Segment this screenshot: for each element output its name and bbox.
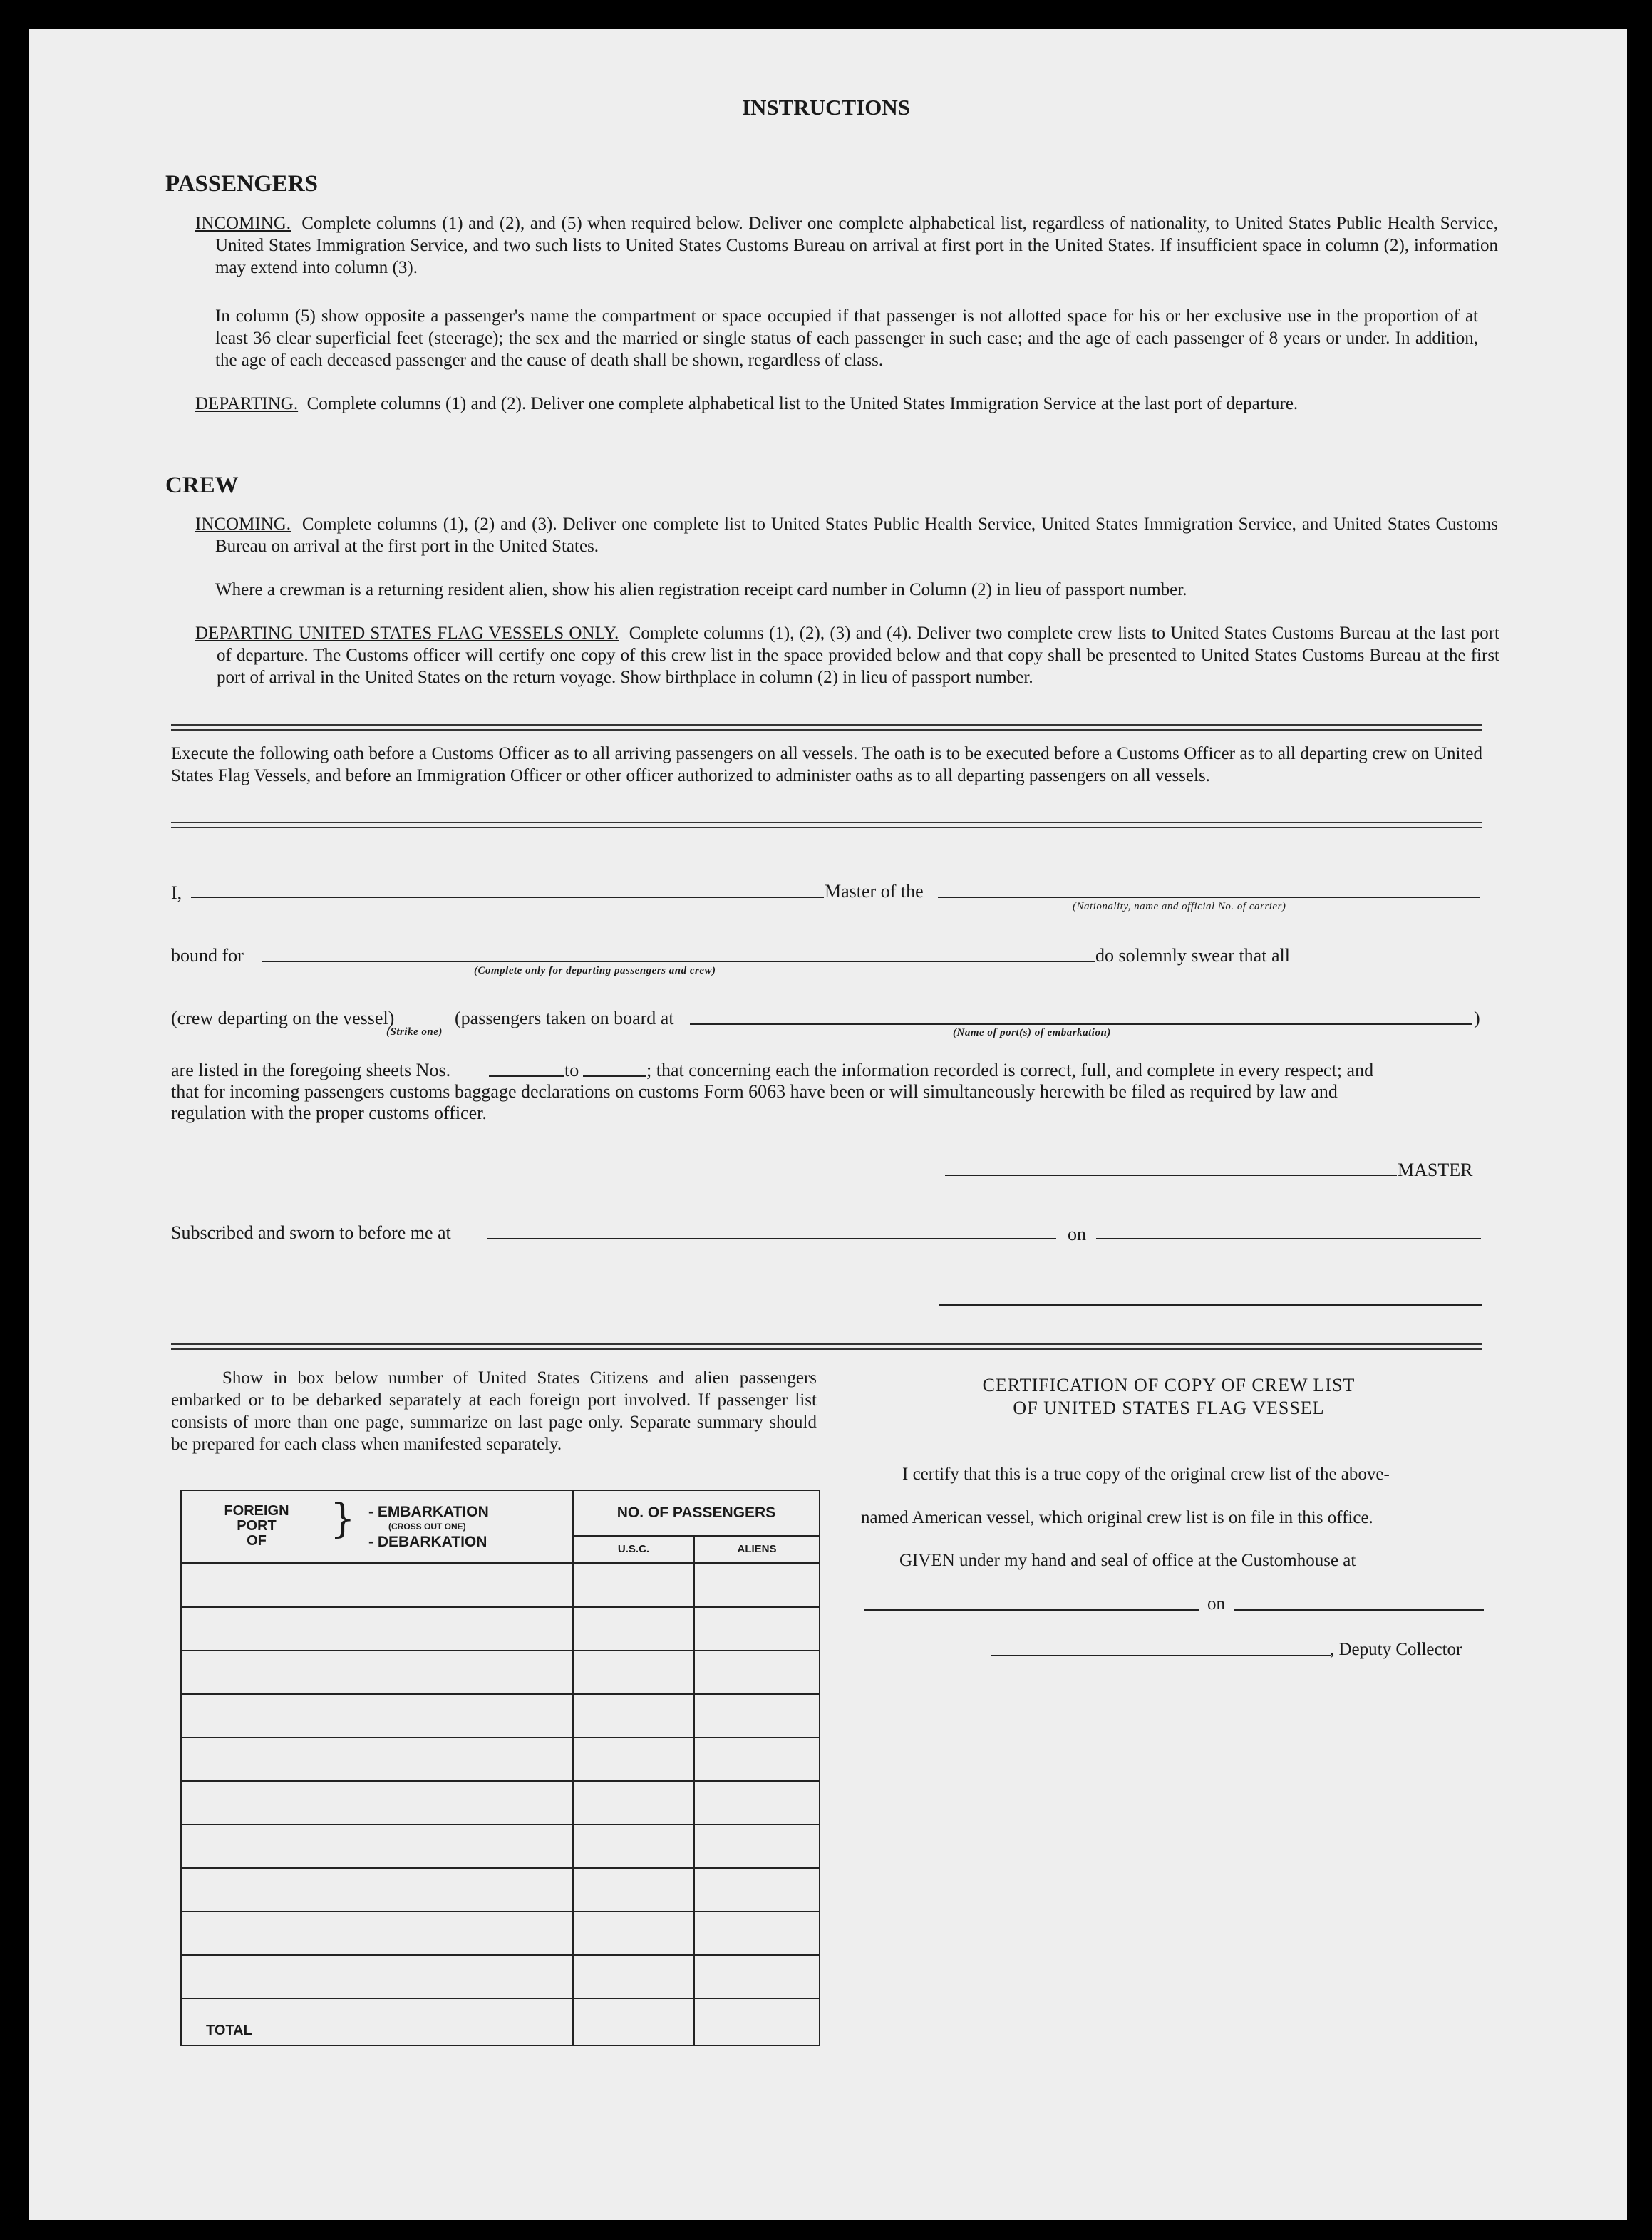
master-of-label: Master of the <box>825 881 924 902</box>
table-row[interactable] <box>181 1781 820 1824</box>
section-divider <box>171 822 1482 832</box>
usc-cell[interactable] <box>573 1911 694 1955</box>
port-cell[interactable] <box>181 1607 573 1651</box>
master-label: MASTER <box>1398 1160 1473 1180</box>
crew-incoming-text: Complete columns (1), (2) and (3). Deliver one complete list to United States Public Health Service, United States Immigration Service, and United States Customs Bureau on arrival at the first port in the United States. <box>215 515 1499 556</box>
bound-for-caption: (Complete only for departing passengers and crew) <box>474 965 716 976</box>
aliens-cell[interactable] <box>694 1651 820 1694</box>
aliens-total-cell[interactable] <box>694 1998 820 2045</box>
nationality-caption: (Nationality, name and official No. of carrier) <box>1073 901 1286 912</box>
no-passengers-header: NO. OF PASSENGERS <box>573 1490 820 1536</box>
passengers-departing-lead: DEPARTING. <box>195 394 299 413</box>
port-cell[interactable] <box>181 1911 573 1955</box>
port-cell[interactable] <box>181 1824 573 1868</box>
table-row[interactable] <box>181 1694 820 1738</box>
of-label: OF <box>247 1533 267 1549</box>
close-paren: ) <box>1474 1008 1480 1028</box>
deputy-collector-signature-field[interactable] <box>991 1655 1331 1656</box>
usc-cell[interactable] <box>573 1607 694 1651</box>
listed-text-line3: regulation with the proper customs officer. <box>171 1103 487 1123</box>
passengers-departing-paragraph <box>195 393 1498 415</box>
sheet-from-field[interactable] <box>489 1075 564 1077</box>
page-title: INSTRUCTIONS <box>741 95 910 120</box>
passengers-taken-option[interactable]: (passengers taken on board at <box>455 1008 674 1028</box>
aliens-cell[interactable] <box>694 1564 820 1607</box>
total-label-cell <box>181 1998 573 2045</box>
port-cell[interactable] <box>181 1781 573 1824</box>
table-row[interactable] <box>181 1607 820 1651</box>
embarkation-label[interactable]: - EMBARKATION <box>368 1504 489 1520</box>
sworn-date-field[interactable] <box>1096 1238 1481 1239</box>
aliens-cell[interactable] <box>694 1694 820 1738</box>
execute-oath-paragraph: Execute the following oath before a Customs Officer as to all arriving passengers on all vessels. The oath is to be executed before a Customs Officer as to all departing crew on United States Flag Vessels, and before an Immigration Officer or other officer authorized to administer oaths as to all departing passengers on all vessels. <box>171 744 1482 785</box>
certify-line1: I certify that this is a true copy of the original crew list of the above- <box>902 1465 1390 1484</box>
listed-text-line2: that for incoming passengers customs baggage declarations on customs Form 6063 have been or will simultaneously herewith be filed as required by law and <box>171 1081 1338 1102</box>
oath-i-label: I, <box>171 882 182 903</box>
bound-for-label: bound for <box>171 945 244 966</box>
certify-line2: named American vessel, which original crew list is on file in this office. <box>861 1508 1373 1527</box>
usc-cell[interactable] <box>573 1651 694 1694</box>
port-cell[interactable] <box>181 1738 573 1781</box>
aliens-cell[interactable] <box>694 1911 820 1955</box>
passengers-incoming-text: Complete columns (1) and (2), and (5) when required below. Deliver one complete alphabetical list, regardless of nationality, to United States Public Health Service, United States Immigration Service, and two such lists to United States Customs Bureau on arrival at first port in the United States. If insufficient space in column (2), information may extend into column (3). <box>215 214 1499 277</box>
cert-on-label: on <box>1207 1594 1225 1614</box>
total-label: TOTAL <box>206 2022 252 2038</box>
table-row[interactable] <box>181 1868 820 1911</box>
foreign-label: FOREIGN <box>224 1503 289 1519</box>
usc-cell[interactable] <box>573 1694 694 1738</box>
usc-cell[interactable] <box>573 1781 694 1824</box>
passengers-heading: PASSENGERS <box>165 171 318 197</box>
aliens-cell[interactable] <box>694 1607 820 1651</box>
table-row[interactable] <box>181 1738 820 1781</box>
crew-departing-paragraph <box>195 622 1499 688</box>
officer-signature-field[interactable] <box>939 1304 1482 1306</box>
sworn-place-field[interactable] <box>487 1238 1056 1239</box>
aliens-cell[interactable] <box>694 1868 820 1911</box>
port-header-cell <box>181 1490 573 1564</box>
crew-departing-lead: DEPARTING UNITED STATES FLAG VESSELS ONLY. <box>195 624 619 643</box>
aliens-cell[interactable] <box>694 1824 820 1868</box>
aliens-header: ALIENS <box>694 1536 820 1564</box>
port-label: PORT <box>237 1518 277 1534</box>
carrier-field[interactable] <box>938 897 1480 898</box>
usc-cell[interactable] <box>573 1564 694 1607</box>
sworn-on-label: on <box>1068 1224 1086 1244</box>
listed-to-label: to <box>564 1060 579 1080</box>
table-row[interactable] <box>181 1955 820 1998</box>
port-cell[interactable] <box>181 1694 573 1738</box>
deputy-collector-label: , Deputy Collector <box>1330 1640 1462 1659</box>
bound-for-field[interactable] <box>262 961 1095 962</box>
table-row[interactable] <box>181 1651 820 1694</box>
aliens-cell[interactable] <box>694 1955 820 1998</box>
passengers-column5-paragraph: In column (5) show opposite a passenger's name the compartment or space occupied if that passenger is not allotted space for his or her exclusive use in the proportion of at least 36 clear superficial feet (steerage); the sex and the married or single status of each passenger in such case; and the age of each passenger of 8 years or under. In addition, the age of each deceased passenger and the cause of death shall be shown, regardless of class. <box>215 306 1478 370</box>
table-row[interactable] <box>181 1564 820 1607</box>
usc-cell[interactable] <box>573 1955 694 1998</box>
master-name-field[interactable] <box>191 897 824 898</box>
port-cell[interactable] <box>181 1868 573 1911</box>
subscribed-label: Subscribed and sworn to before me at <box>171 1222 451 1243</box>
usc-cell[interactable] <box>573 1824 694 1868</box>
aliens-cell[interactable] <box>694 1738 820 1781</box>
embarkation-caption: (Name of port(s) of embarkation) <box>953 1027 1111 1038</box>
crew-heading: CREW <box>165 473 239 498</box>
cert-date-field[interactable] <box>1234 1609 1484 1611</box>
aliens-cell[interactable] <box>694 1781 820 1824</box>
certification-title-line2: OF UNITED STATES FLAG VESSEL <box>1013 1398 1325 1418</box>
debarkation-label[interactable]: - DEBARKATION <box>368 1534 487 1550</box>
passenger-summary-table <box>180 1490 820 2046</box>
passengers-departing-text: Complete columns (1) and (2). Deliver one complete alphabetical list to the United States Immigration Service at the last port of departure. <box>306 394 1299 413</box>
usc-header: U.S.C. <box>573 1536 694 1564</box>
crew-incoming-lead: INCOMING. <box>195 515 291 534</box>
table-row[interactable] <box>181 1824 820 1868</box>
table-row[interactable] <box>181 1911 820 1955</box>
port-cell[interactable] <box>181 1651 573 1694</box>
usc-cell[interactable] <box>573 1738 694 1781</box>
brace-glyph: } <box>330 1496 356 1542</box>
listed-text-line1: ; that concerning each the information recorded is correct, full, and complete in every respect; and <box>646 1060 1374 1080</box>
given-line: GIVEN under my hand and seal of office at the Customhouse at <box>899 1551 1356 1570</box>
summary-instructions: Show in box below number of United States Citizens and alien passengers embarked or to be debarked separately at each foreign port involved. If passenger list consists of more than one page, summarize on last page only. Separate summary should be prepared for each class when manifested separately. <box>171 1368 817 1454</box>
certification-title <box>855 1374 1482 1420</box>
swear-label: do solemnly swear that all <box>1095 945 1290 966</box>
usc-cell[interactable] <box>573 1868 694 1911</box>
section-divider <box>171 724 1482 734</box>
crew-departing-option[interactable]: (crew departing on the vessel) <box>171 1008 395 1028</box>
cross-out-label: (CROSS OUT ONE) <box>388 1522 466 1532</box>
crew-departing-text: Complete columns (1), (2), (3) and (4). Deliver two complete crew lists to United States Customs Bureau at the last port of departure. The Customs officer will certify one copy of this crew list in the space provided below and that copy shall be presented to United States Customs Bureau at the first port of arrival in the United States on the return voyage. Show birthplace in column (2) in lieu of passport number. <box>217 624 1499 687</box>
port-cell[interactable] <box>181 1955 573 1998</box>
listed-sheets-label: are listed in the foregoing sheets Nos. <box>171 1060 451 1080</box>
port-cell[interactable] <box>181 1564 573 1607</box>
total-row[interactable] <box>181 1998 820 2045</box>
passengers-incoming-paragraph <box>195 212 1498 279</box>
master-signature-field[interactable] <box>945 1175 1397 1176</box>
crew-incoming-paragraph <box>195 513 1498 557</box>
passengers-incoming-lead: INCOMING. <box>195 214 291 233</box>
strike-one-caption: (Strike one) <box>386 1026 443 1038</box>
usc-total-cell[interactable] <box>573 1998 694 2045</box>
customhouse-field[interactable] <box>864 1609 1199 1611</box>
sheet-to-field[interactable] <box>583 1075 646 1077</box>
crew-alien-paragraph: Where a crewman is a returning resident alien, show his alien registration receipt card number in Column (2) in lieu of passport number. <box>215 580 1187 599</box>
embarkation-port-field[interactable] <box>690 1023 1472 1025</box>
section-divider <box>171 1343 1482 1353</box>
certification-title-line1: CERTIFICATION OF COPY OF CREW LIST <box>982 1375 1356 1395</box>
